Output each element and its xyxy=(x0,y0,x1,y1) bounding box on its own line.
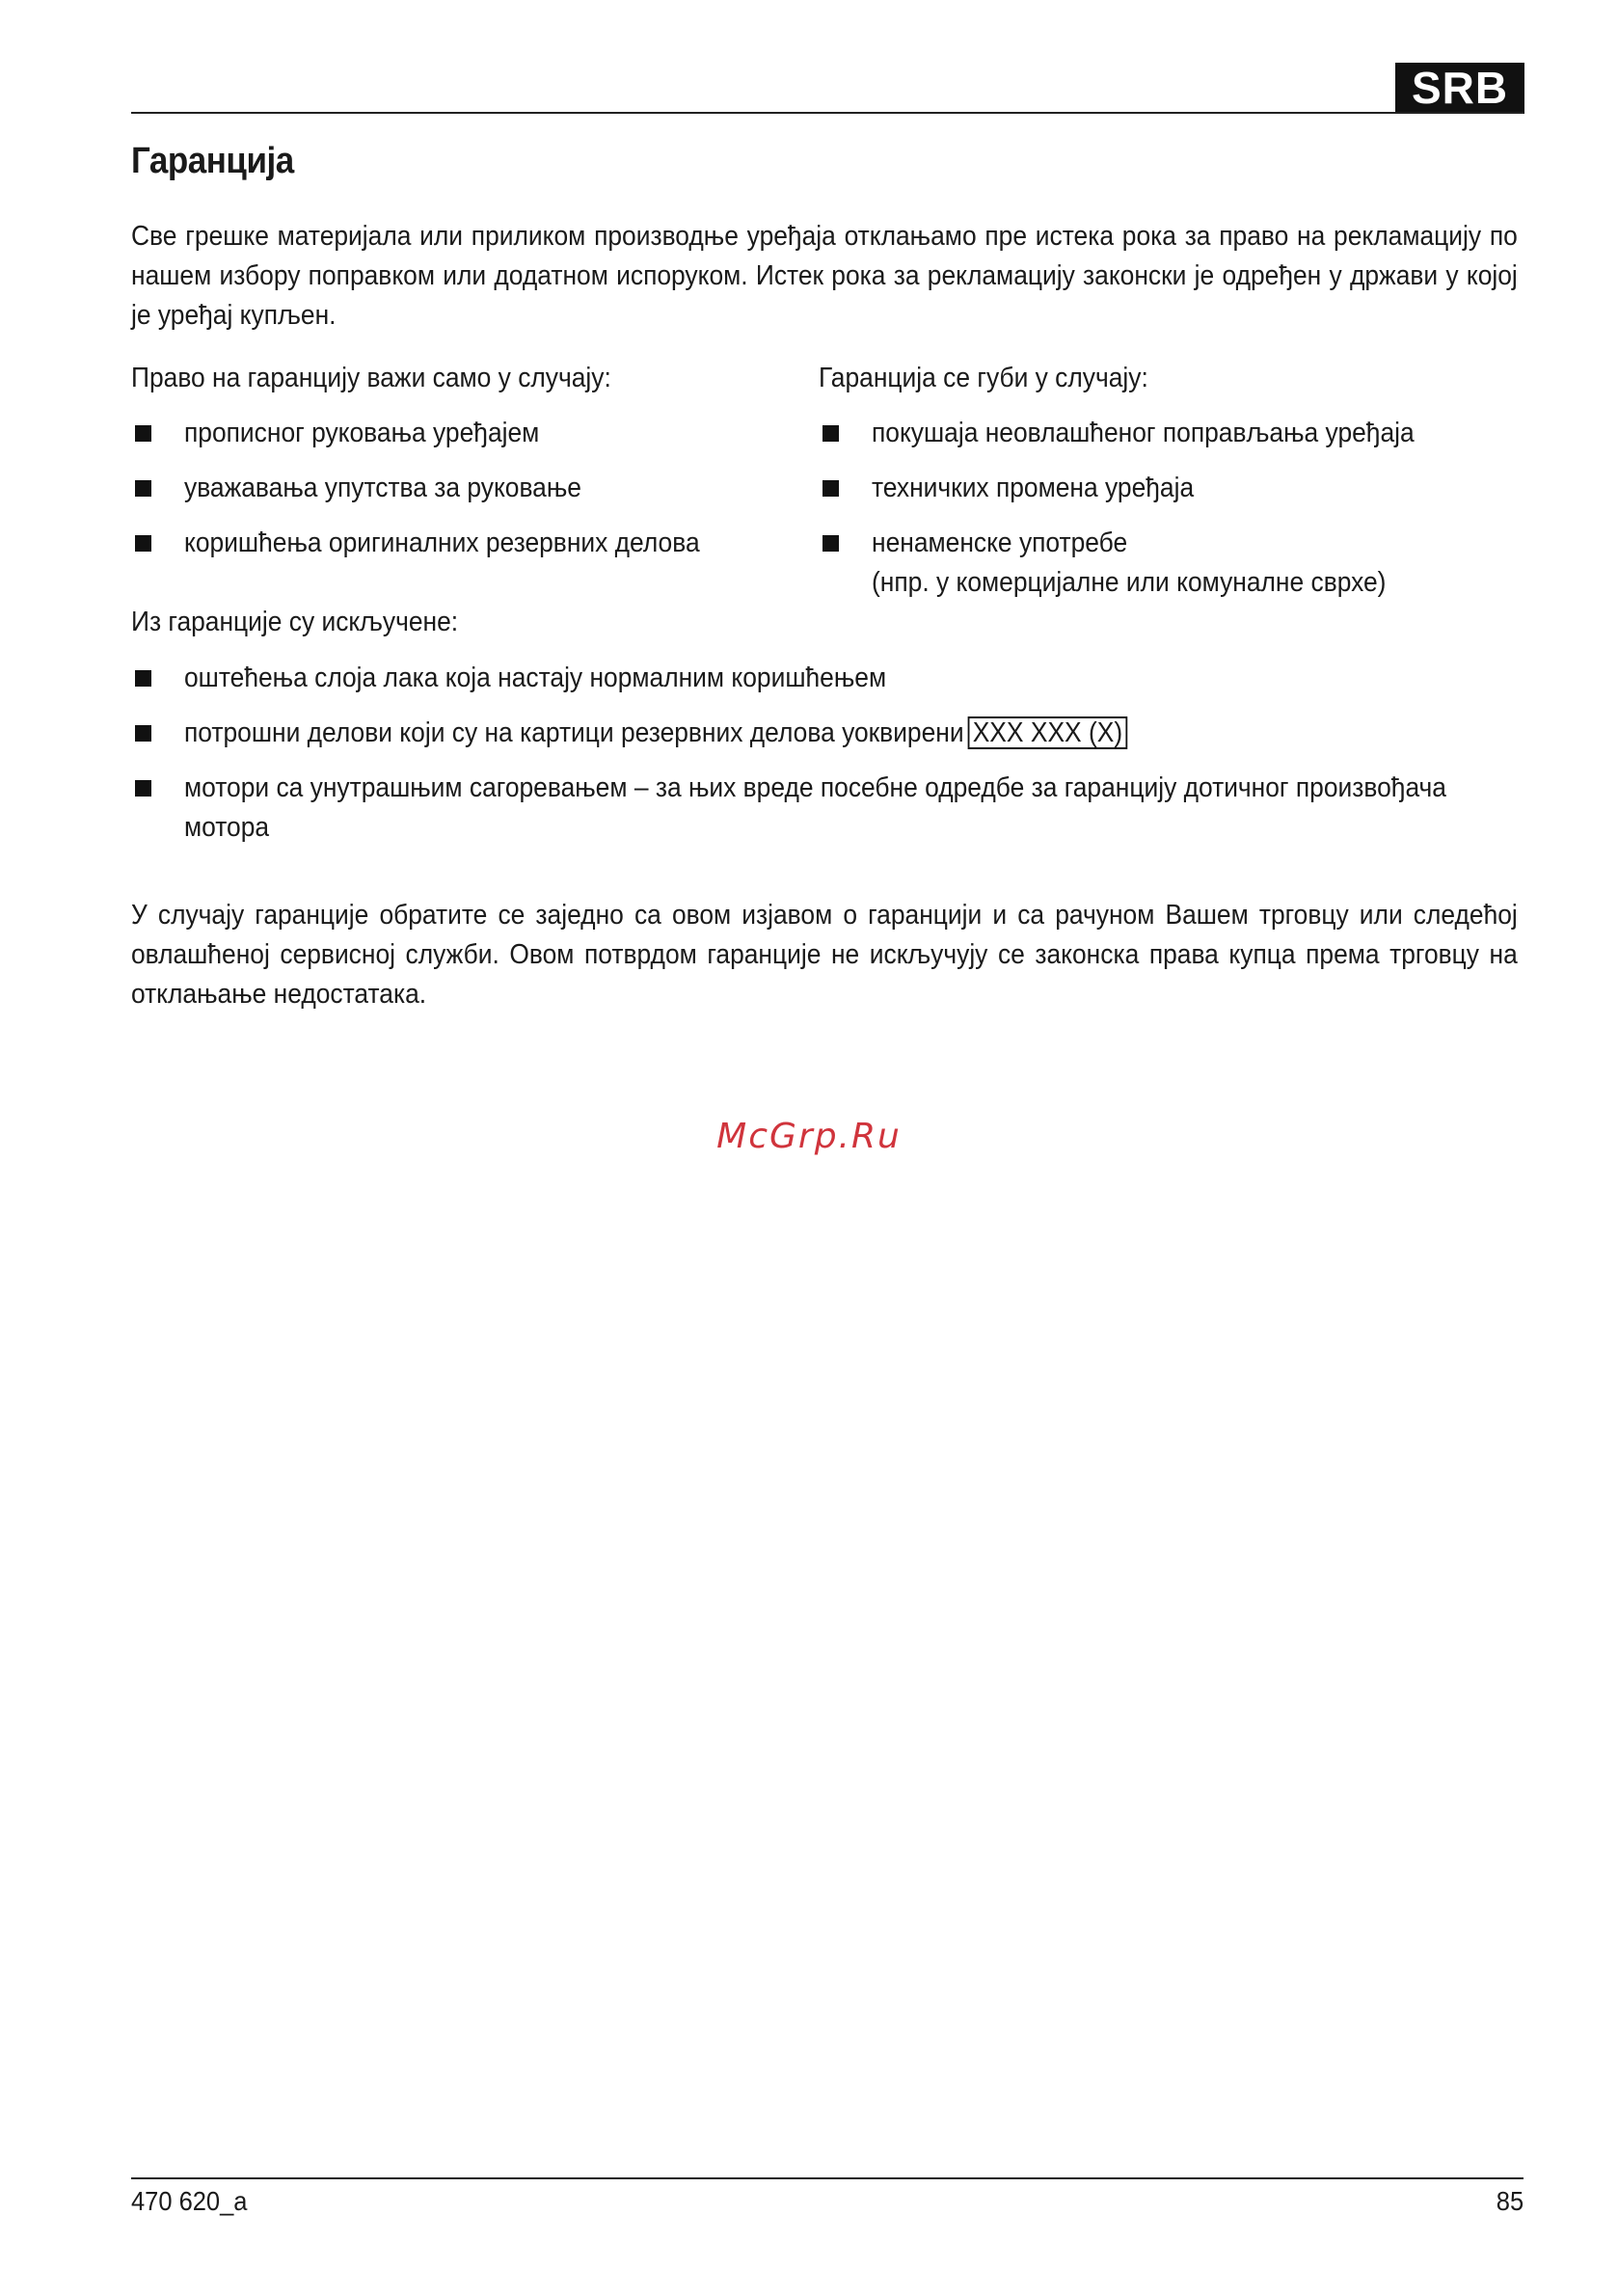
page-number: 85 xyxy=(1496,2186,1524,2216)
header-rule xyxy=(131,112,1524,114)
part-number-box: XXX XXX (X) xyxy=(967,716,1127,749)
list-item-text: оштећења слоја лака која настају нормалним коришћењем xyxy=(184,662,887,693)
list-item-subline: (нпр. у комерцијалне или комуналне сврхе) xyxy=(872,567,1387,598)
watermark-text: McGrp.Ru xyxy=(716,1117,902,1156)
exclusions-section xyxy=(131,659,1524,863)
list-item-text xyxy=(184,769,1446,848)
list-item-text xyxy=(872,524,1464,603)
warranty-valid-list xyxy=(131,414,787,563)
list-item-text: прописног руковања уређајем xyxy=(184,418,540,448)
list-item xyxy=(819,524,1523,603)
bullet-square-icon xyxy=(135,725,151,742)
list-item xyxy=(131,414,787,453)
list-item xyxy=(819,414,1523,453)
bullet-square-icon xyxy=(135,425,151,442)
warranty-void-list xyxy=(819,414,1523,603)
exclusions-heading: Из гаранције су искључене: xyxy=(131,607,459,637)
closing-paragraph: У случају гаранције обратите се заједно са овом изјавом о гаранцији и са рачуном Вашем трговцу или следећој овлашћеној сервисној служби. Овом потврдом гаранције не искључују се законска права купца према трговцу на отклањање недостатака. xyxy=(131,900,1518,1010)
list-item-text xyxy=(184,714,1403,753)
list-item-line: мотори са унутрашњим сагоревањем – за њих вреде посебне одредбе за гаранцију дотичног произвођача xyxy=(184,772,1446,803)
list-item xyxy=(131,469,787,508)
list-item xyxy=(131,769,1524,848)
list-item xyxy=(819,469,1523,508)
page-title: Гаранција xyxy=(131,141,294,181)
document-code: 470 620_a xyxy=(131,2186,248,2216)
warranty-void-section xyxy=(819,359,1523,618)
list-item xyxy=(131,524,787,563)
list-item-subline: мотора xyxy=(184,812,270,843)
list-item-line: потрошни делови који су на картици резервних делова уоквирени xyxy=(184,717,964,748)
intro-paragraph: Све грешке материјала или приликом производње уређаја отклањамо пре истека рока за право на рекламацију по нашем избору поправком или додатном испоруком. Истек рока за рекламацију законски је одређен у држави у којој је уређај купљен. xyxy=(131,221,1518,331)
footer-rule xyxy=(131,2177,1524,2179)
bullet-square-icon xyxy=(135,535,151,552)
list-item-line: ненаменске употребе xyxy=(872,527,1128,558)
list-item-text: коришћења оригиналних резервних делова xyxy=(184,527,700,558)
list-item xyxy=(131,714,1524,753)
bullet-square-icon xyxy=(822,535,839,552)
warranty-valid-section xyxy=(131,359,787,579)
list-item xyxy=(131,659,1524,698)
warranty-void-heading: Гаранција се губи у случају: xyxy=(819,363,1148,393)
bullet-square-icon xyxy=(135,480,151,497)
bullet-square-icon xyxy=(135,780,151,797)
bullet-square-icon xyxy=(135,670,151,687)
language-badge: SRB xyxy=(1395,63,1524,114)
exclusions-list xyxy=(131,659,1524,848)
bullet-square-icon xyxy=(822,425,839,442)
warranty-valid-heading: Право на гаранцију важи само у случају: xyxy=(131,363,611,393)
bullet-square-icon xyxy=(822,480,839,497)
list-item-text: техничких промена уређаја xyxy=(872,473,1195,503)
list-item-text: покушаја неовлашћеног поправљања уређаја xyxy=(872,418,1415,448)
list-item-text: уважавања упутства за руковање xyxy=(184,473,581,503)
